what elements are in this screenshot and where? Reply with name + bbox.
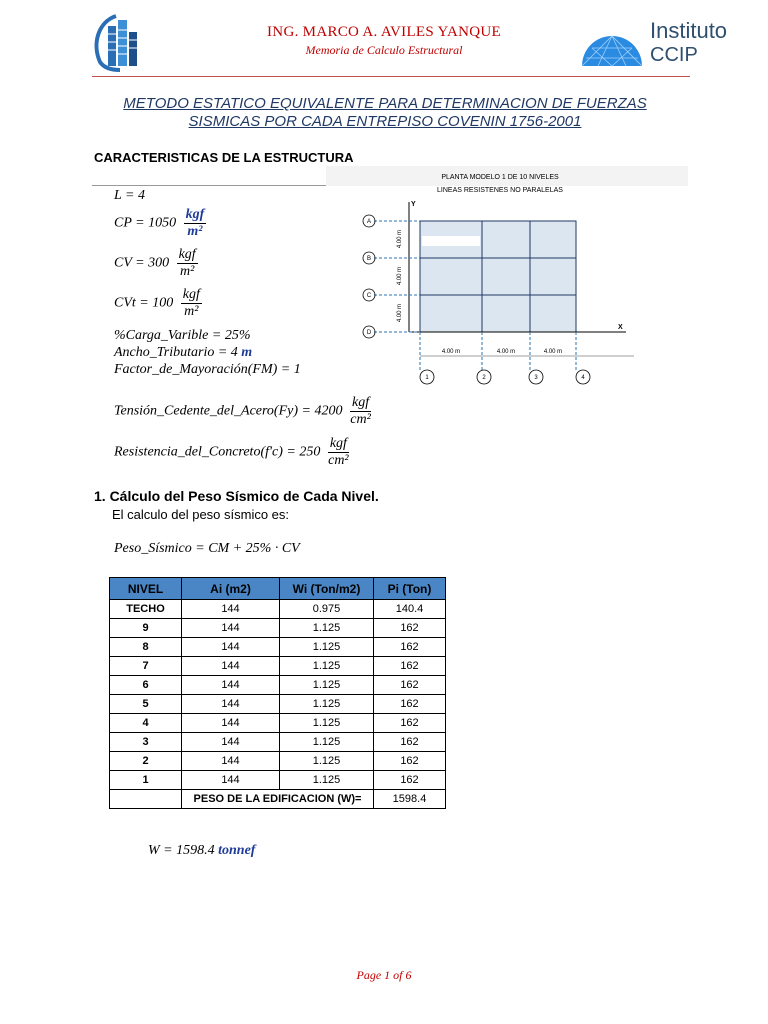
plan-title-2: LINEAS RESISTENES NO PARALELAS bbox=[437, 187, 563, 194]
col-label-1: 1 bbox=[425, 375, 429, 381]
cell-pi: 162 bbox=[374, 619, 446, 638]
param-fy-value: Tensión_Cedente_del_Acero(Fy) = 4200 bbox=[114, 403, 343, 419]
cell-wi: 1.125 bbox=[280, 638, 374, 657]
table-row bbox=[110, 600, 446, 619]
table-header-row bbox=[110, 578, 446, 600]
header-divider bbox=[92, 76, 690, 77]
logo-text-ccip: CCIP bbox=[650, 44, 698, 66]
title-line-1: METODO ESTATICO EQUIVALENTE PARA DETERMINACION DE FUERZAS bbox=[123, 95, 647, 112]
table-row bbox=[110, 657, 446, 676]
cell-nivel: 4 bbox=[110, 714, 182, 733]
plan-opening bbox=[422, 236, 480, 246]
total-label: PESO DE LA EDIFICACION (W)= bbox=[182, 790, 374, 809]
param-CP bbox=[114, 207, 206, 240]
calc-formula: Peso_Sísmico = CM + 25% · CV bbox=[114, 541, 300, 556]
row-label-D: D bbox=[366, 330, 372, 336]
table-total-row bbox=[110, 790, 446, 809]
floor-plan-diagram bbox=[326, 166, 688, 392]
table-row bbox=[110, 752, 446, 771]
section-title: CARACTERISTICAS DE LA ESTRUCTURA bbox=[94, 150, 354, 165]
table-row bbox=[110, 771, 446, 790]
param-CVt-den: m² bbox=[184, 304, 199, 319]
document-title bbox=[90, 95, 680, 131]
cell-wi: 1.125 bbox=[280, 752, 374, 771]
param-ancho-value: Ancho_Tributario = 4 bbox=[114, 345, 238, 360]
table-row bbox=[110, 695, 446, 714]
param-CVt-value: CVt = 100 bbox=[114, 295, 174, 311]
param-CP-num: kgf bbox=[185, 207, 205, 222]
header-wi: Wi (Ton/m2) bbox=[280, 578, 374, 600]
col-label-3: 3 bbox=[534, 375, 538, 381]
result-W bbox=[148, 843, 255, 859]
cell-ai: 144 bbox=[182, 695, 280, 714]
row-label-B: B bbox=[366, 256, 372, 262]
calc-heading: 1. Cálculo del Peso Sísmico de Cada Nivel. bbox=[94, 488, 379, 504]
cell-wi: 1.125 bbox=[280, 733, 374, 752]
cell-nivel: 9 bbox=[110, 619, 182, 638]
title-line-2: SISMICAS POR CADA ENTREPISO COVENIN 1756-2001 bbox=[188, 113, 582, 130]
cell-nivel: 5 bbox=[110, 695, 182, 714]
col-label-2: 2 bbox=[482, 375, 486, 381]
calc-intro: El calculo del peso sísmico es: bbox=[112, 507, 290, 522]
cell-nivel: 8 bbox=[110, 638, 182, 657]
param-fy-den: cm² bbox=[350, 412, 371, 427]
param-CV-den: m² bbox=[179, 264, 195, 279]
building-logo-icon bbox=[90, 12, 142, 72]
cell-nivel: TECHO bbox=[110, 600, 182, 619]
cell-ai: 144 bbox=[182, 657, 280, 676]
param-L: L = 4 bbox=[114, 188, 145, 203]
cell-pi: 162 bbox=[374, 752, 446, 771]
param-CP-den: m² bbox=[187, 224, 203, 239]
param-fc-value: Resistencia_del_Concreto(f'c) = 250 bbox=[114, 444, 321, 460]
row-dim-3: 4.00 m bbox=[397, 303, 403, 323]
param-fy bbox=[114, 395, 371, 428]
header-pi: Pi (Ton) bbox=[374, 578, 446, 600]
cell-wi: 1.125 bbox=[280, 714, 374, 733]
cell-pi: 162 bbox=[374, 676, 446, 695]
param-fc bbox=[114, 436, 349, 469]
cell-ai: 144 bbox=[182, 733, 280, 752]
cell-pi: 140.4 bbox=[374, 600, 446, 619]
param-factor: Factor_de_Mayoración(FM) = 1 bbox=[114, 362, 301, 377]
cell-pi: 162 bbox=[374, 714, 446, 733]
cell-nivel: 1 bbox=[110, 771, 182, 790]
geodesic-dome-logo-icon bbox=[578, 18, 646, 68]
param-ancho-unit: m bbox=[241, 345, 253, 360]
cell-ai: 144 bbox=[182, 638, 280, 657]
param-CVt bbox=[114, 287, 202, 320]
cell-ai: 144 bbox=[182, 771, 280, 790]
result-W-unit: tonnef bbox=[218, 843, 256, 858]
plan-axis-x-label: X bbox=[618, 324, 623, 331]
col-dim-2: 4.00 m bbox=[496, 349, 516, 355]
param-fy-num: kgf bbox=[351, 395, 370, 410]
cell-empty bbox=[110, 790, 182, 809]
param-carga: %Carga_Varible = 25% bbox=[114, 328, 251, 343]
col-label-4: 4 bbox=[581, 375, 585, 381]
header-nivel: NIVEL bbox=[110, 578, 182, 600]
row-label-C: C bbox=[366, 293, 372, 299]
cell-wi: 1.125 bbox=[280, 619, 374, 638]
cell-wi: 0.975 bbox=[280, 600, 374, 619]
table-row bbox=[110, 619, 446, 638]
plan-title-1: PLANTA MODELO 1 DE 10 NIVELES bbox=[441, 174, 559, 181]
cell-pi: 162 bbox=[374, 771, 446, 790]
cell-wi: 1.125 bbox=[280, 695, 374, 714]
header-ai: Ai (m2) bbox=[182, 578, 280, 600]
plan-axis-y-label: Y bbox=[411, 201, 416, 208]
cell-ai: 144 bbox=[182, 600, 280, 619]
param-ancho bbox=[114, 345, 252, 361]
param-fc-num: kgf bbox=[329, 436, 347, 451]
header-subtitle: Memoria de Calculo Estructural bbox=[305, 43, 463, 57]
row-label-A: A bbox=[366, 219, 372, 225]
cell-ai: 144 bbox=[182, 714, 280, 733]
cell-wi: 1.125 bbox=[280, 676, 374, 695]
param-CV bbox=[114, 247, 198, 280]
cell-ai: 144 bbox=[182, 619, 280, 638]
page-footer: Page 1 of 6 bbox=[356, 968, 412, 982]
cell-nivel: 2 bbox=[110, 752, 182, 771]
param-CV-value: CV = 300 bbox=[114, 255, 170, 271]
header-author: ING. MARCO A. AVILES YANQUE bbox=[267, 24, 501, 40]
row-dim-1: 4.00 m bbox=[397, 229, 403, 249]
cell-ai: 144 bbox=[182, 752, 280, 771]
param-CP-value: CP = 1050 bbox=[114, 215, 177, 231]
peso-table bbox=[109, 577, 446, 809]
table-row bbox=[110, 714, 446, 733]
total-value: 1598.4 bbox=[374, 790, 446, 809]
cell-wi: 1.125 bbox=[280, 771, 374, 790]
table-row bbox=[110, 638, 446, 657]
result-W-value: W = 1598.4 bbox=[148, 843, 215, 858]
param-CVt-num: kgf bbox=[182, 287, 200, 302]
cell-nivel: 6 bbox=[110, 676, 182, 695]
cell-pi: 162 bbox=[374, 695, 446, 714]
table-row bbox=[110, 733, 446, 752]
cell-ai: 144 bbox=[182, 676, 280, 695]
cell-pi: 162 bbox=[374, 657, 446, 676]
col-dim-3: 4.00 m bbox=[543, 349, 563, 355]
row-dim-2: 4.00 m bbox=[397, 266, 403, 286]
param-fc-den: cm² bbox=[328, 453, 349, 468]
cell-pi: 162 bbox=[374, 638, 446, 657]
logo-text-instituto: Instituto bbox=[650, 18, 728, 43]
table-row bbox=[110, 676, 446, 695]
cell-nivel: 3 bbox=[110, 733, 182, 752]
cell-pi: 162 bbox=[374, 733, 446, 752]
cell-wi: 1.125 bbox=[280, 657, 374, 676]
col-dim-1: 4.00 m bbox=[441, 349, 461, 355]
param-CV-num: kgf bbox=[178, 247, 196, 262]
cell-nivel: 7 bbox=[110, 657, 182, 676]
